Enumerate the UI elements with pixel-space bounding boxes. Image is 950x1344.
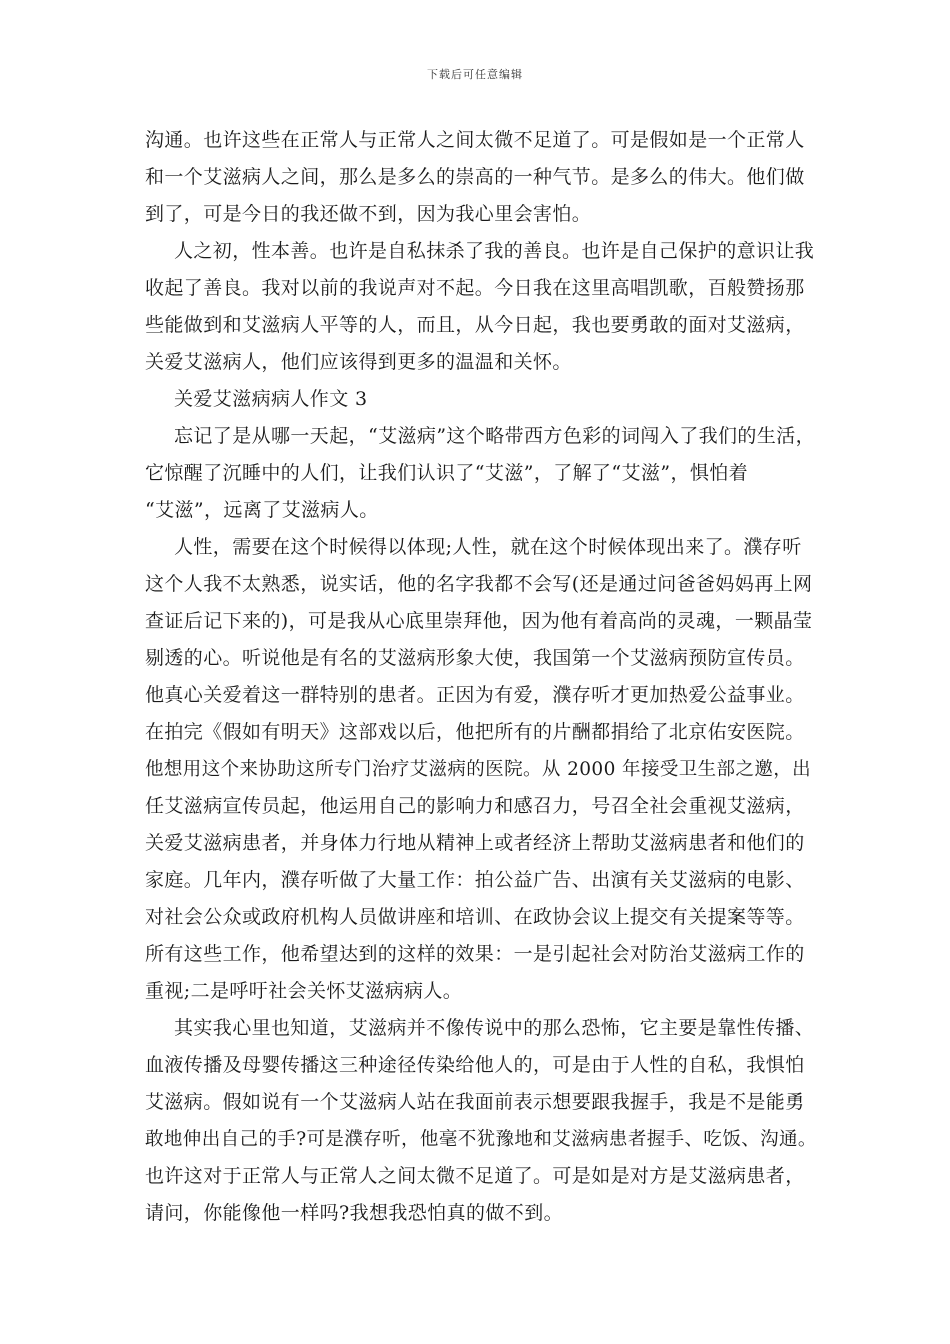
text-line: 人之初，性本善。也许是自私抹杀了我的善良。也许是自己保护的意识让我 — [174, 240, 815, 262]
text-line: 它惊醒了沉睡中的人们，让我们认识了“艾滋”，了解了“艾滋”，惧怕着 — [145, 462, 749, 484]
text-line: 剔透的心。听说他是有名的艾滋病形象大使，我国第一个艾滋病预防宣传员。 — [145, 647, 805, 669]
text-line: “艾滋”，远离了艾滋病人。 — [145, 499, 379, 521]
text-line: 艾滋病。假如说有一个艾滋病人站在我面前表示想要跟我握手，我是不是能勇 — [145, 1091, 805, 1113]
text-line: 任艾滋病宣传员起，他运用自己的影响力和感召力，号召全社会重视艾滋病， — [145, 795, 805, 817]
text-line: 其实我心里也知道，艾滋病并不像传说中的那么恐怖，它主要是靠性传播、 — [174, 1017, 815, 1039]
text-line: 家庭。几年内，濮存听做了大量工作：拍公益广告、出演有关艾滋病的电影、 — [145, 869, 805, 891]
text-line: 关爱艾滋病人，他们应该得到更多的温温和关怀。 — [145, 351, 572, 373]
text-line: 沟通。也许这些在正常人与正常人之间太微不足道了。可是假如是一个正常人 — [145, 129, 805, 151]
text-line: 他想用这个来协助这所专门治疗艾滋病的医院。从 2000 年接受卫生部之邀，出 — [145, 759, 812, 780]
text-line: 所有这些工作，他希望达到的这样的效果：一是引起社会对防治艾滋病工作的 — [145, 943, 805, 965]
text-line: 血液传播及母婴传播这三种途径传染给他人的，可是由于人性的自私，我惧怕 — [145, 1054, 805, 1076]
text-line: 些能做到和艾滋病人平等的人，而且，从今日起，我也要勇敢的面对艾滋病， — [145, 314, 805, 336]
text-line: 在拍完《假如有明天》这部戏以后，他把所有的片酬都捐给了北京佑安医院。 — [145, 721, 805, 743]
paragraph-1 — [145, 122, 815, 233]
paragraph-3 — [145, 418, 815, 529]
section-heading: 关爱艾滋病病人作文 3 — [174, 388, 368, 410]
text-line: 这个人我不太熟悉，说实话，他的名字我都不会写(还是通过问爸爸妈妈再上网 — [145, 573, 813, 595]
text-line: 查证后记下来的)，可是我从心底里崇拜他，因为他有着高尚的灵魂，一颗晶莹 — [145, 610, 813, 632]
text-line: 请问，你能像他一样吗?我想我恐怕真的做不到。 — [145, 1202, 563, 1224]
text-line: 到了，可是今日的我还做不到，因为我心里会害怕。 — [145, 203, 592, 225]
text-line: 和一个艾滋病人之间，那么是多么的崇高的一种气节。是多么的伟大。他们做 — [145, 166, 805, 188]
text-line: 敢地伸出自己的手?可是濮存听，他毫不犹豫地和艾滋病患者握手、吃饭、沟通。 — [145, 1129, 817, 1150]
page-header-note: 下载后可任意编辑 — [427, 68, 523, 81]
document-body — [145, 122, 815, 1232]
text-line: 重视;二是呼吁社会关怀艾滋病病人。 — [145, 980, 463, 1002]
paragraph-4 — [145, 529, 815, 1010]
text-line: 收起了善良。我对以前的我说声对不起。今日我在这里高唱凯歌，百般赞扬那 — [145, 277, 805, 299]
text-line: 他真心关爱着这一群特别的患者。正因为有爱，濮存听才更加热爱公益事业。 — [145, 684, 805, 706]
text-line: 关爱艾滋病患者，并身体力行地从精神上或者经济上帮助艾滋病患者和他们的 — [145, 832, 805, 854]
text-line: 人性，需要在这个时候得以体现;人性，就在这个时候体现出来了。濮存听 — [174, 536, 802, 558]
text-line: 忘记了是从哪一天起，“艾滋病”这个略带西方色彩的词闯入了我们的生活， — [174, 425, 816, 447]
paragraph-2 — [145, 233, 815, 381]
text-line: 对社会公众或政府机构人员做讲座和培训、在政协会议上提交有关提案等等。 — [145, 906, 805, 928]
text-line: 也许这对于正常人与正常人之间太微不足道了。可是如是对方是艾滋病患者， — [145, 1165, 805, 1187]
paragraph-5 — [145, 1010, 815, 1232]
